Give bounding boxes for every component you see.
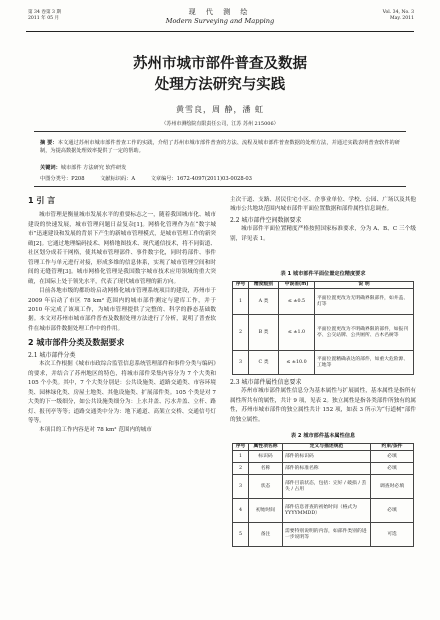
abstract-label: 摘 要：	[40, 140, 58, 146]
section-1-paragraph-2: 目前各地市级的都纷纷启动网格化城市管理系统项目的建设，苏州市于 2009 年启动了市区 78 km² 范围内的城市部件测定与建库工作，并于 2010 年完成了该项工作，为城市管理提供了完整的、科学的静态基础数据。本文对苏州市城市部件普查及数据处理方法进行了分析，说明了普查软件在城市部件数据处理工作中的作用。	[28, 288, 216, 332]
document-code: 文献标识码：A	[100, 176, 136, 182]
table-cell: 部件的标识码	[283, 451, 371, 463]
table-cell: 4	[233, 499, 249, 523]
header-vol-en: Vol. 34, No. 3	[382, 10, 414, 15]
header-rule	[26, 31, 414, 32]
section-2-1-heading: 2.1 城市部件分类	[28, 351, 76, 359]
right-column-top	[230, 196, 416, 244]
abstract-top-rule	[34, 131, 406, 132]
table-cell: ≤ ±1.0	[279, 315, 315, 351]
table-1	[232, 281, 414, 375]
table-cell: 5	[233, 523, 249, 547]
table-1-header-row	[233, 282, 414, 289]
table-1-caption: 表 1 城市部件平面位置定位精度要求	[280, 271, 366, 277]
keywords-text: 城市部件 方法研究 软件研发	[60, 165, 127, 171]
table-1-header: 说 明	[315, 282, 414, 289]
section-2-1-paragraph-2: 本项目的工作内容是对 78 km² 范围内的城市	[39, 427, 152, 434]
table-cell: A 类	[249, 289, 279, 315]
table-cell: 1	[233, 289, 249, 315]
journal-name-en: Modern Surveying and Mapping	[165, 17, 275, 25]
table-cell: 必填	[371, 499, 414, 523]
keywords-label: 关键词：	[40, 165, 61, 171]
table-row	[233, 475, 414, 499]
table-cell: 需要特别说明的内容，如部件类别的进一步说明等	[283, 523, 371, 547]
table-row	[233, 289, 414, 315]
table-cell: B 类	[249, 315, 279, 351]
section-2-3-paragraph: 苏州市城市部件属性信息分为基本属性与扩展属性，基本属性是指所有属性所共有的属性，共计 9 项，见表 2。独立属性是指各类部件所独有的属性，苏州市城市部件的独立属性共计 152 项，如表 3 所示为“行道树”部件的独立属性。	[230, 388, 416, 423]
table-2-header: 定义与描述规范	[283, 444, 371, 451]
table-cell: 名称	[249, 463, 283, 475]
table-cell: 平面位置精确表达的部件，如重大危险源、工地等	[315, 351, 414, 375]
clc-number: 中图分类号：P208	[40, 176, 85, 182]
table-cell: 部件信息普查的初始时间（格式为 YYYYMMDD）	[283, 499, 371, 523]
classification	[40, 175, 400, 183]
table-2-header: 属性项名称	[249, 444, 283, 451]
title-line-1: 苏州市城市部件普查及数据	[133, 56, 307, 72]
table-cell: 2	[233, 463, 249, 475]
table-2-header: 序号	[233, 444, 249, 451]
table-cell: 备注	[249, 523, 283, 547]
table-cell: ≤ ±10.0	[279, 351, 315, 375]
table-2-caption: 表 2 城市部件基本属性信息	[290, 433, 356, 439]
table-cell: 平面位置更改为不明确界限的部件，如报刊亭、公交站牌、公共厕所、古木名树等	[315, 315, 414, 351]
section-1-heading: 1 引 言	[28, 196, 56, 205]
section-2-2-heading: 2.2 城市部件空间数据要求	[230, 216, 302, 224]
table-row	[233, 451, 414, 463]
section-2-heading: 2 城市部件分类及数据要求	[28, 338, 125, 348]
article-number: 文章编号：1672-4097(2011)03-0028-03	[150, 176, 252, 182]
abstract-bottom-rule	[34, 186, 406, 187]
abstract-text: 本文通过苏州市城市部件普查工作的实践，介绍了苏州市城市部件普查的方法、流程及城市部件普查数据的处理方法，并通过实践表明普查软件的研制，为提高数据处理效率提供了一定的帮助。	[40, 140, 400, 155]
header-journal	[0, 8, 440, 25]
abstract	[40, 139, 400, 156]
table-1-header: 序号	[233, 282, 249, 289]
header-volume-en	[383, 10, 414, 23]
table-cell: 必填	[371, 451, 414, 463]
section-2-3-heading: 2.3 城市部件属性信息要求	[230, 379, 302, 386]
table-cell: ≤ ±0.5	[279, 289, 315, 315]
table-cell: 初始时间	[249, 499, 283, 523]
table-2-header: 约束/条件	[371, 444, 414, 451]
title-line-2: 处理方法研究与实践	[154, 77, 286, 93]
journal-name-cn: 现 代 测 绘	[188, 8, 252, 16]
keywords	[40, 164, 400, 172]
table-cell: 必填	[371, 463, 414, 475]
table-cell: 可选	[371, 523, 414, 547]
left-column	[28, 194, 216, 436]
section-2-2-paragraph: 城市部件平面位置精度严格按照国家标准要求，分为 A、B、C 三个级别，详见表 1。	[230, 226, 416, 242]
table-row	[233, 523, 414, 547]
header-volume-cn: 第 34 卷第 3 期	[28, 10, 61, 15]
table-cell: 2	[233, 315, 249, 351]
table-cell: 部件目前状态，包括：完好 / 破损 / 丢失 / 占用	[283, 475, 371, 499]
authors: 黄雪良，周 静，潘 虹	[175, 105, 265, 114]
header-date-cn: 2011 年 05 月	[28, 16, 60, 22]
table-row	[233, 315, 414, 351]
table-cell: 状态	[249, 475, 283, 499]
table-cell: C 类	[249, 351, 279, 375]
section-1-paragraph-1: 城市管理是衡量城市发展水平的重要标志之一，随着我国城市化、城市建设的快速发展，城市管理问题日益复杂[1]。网格化管理作为在“数字城市”迅速建设和发展的背景下产生的新城市管理模式，是城市管理工作的新突破[2]。它通过地理编码技术、网格地图技术、现代通信技术，将不同街道、社区划分成若干网格，使其城市管理部件、事件数字化，同时将部件、事件管理工作与单元进行对接，形成多维的信息体系，实现了城市管理空间和时间的无缝管理[3]。城市网格化管理是我国数字城市技术应用领域的重大突破，在国际上处于领先水平，代表了现代城市管理的新方向。	[28, 212, 216, 285]
table-1-header: 精度级别	[249, 282, 279, 289]
header-date-en: May. 2011	[389, 16, 414, 22]
table-cell: 3	[233, 475, 249, 499]
affiliation: （苏州市测绘院有限责任公司，江苏 苏州 215006）	[161, 121, 279, 127]
table-cell: 标识码	[249, 451, 283, 463]
table-2	[232, 443, 414, 547]
table-cell: 调查时必填	[371, 475, 414, 499]
table-row	[233, 463, 414, 475]
table-row	[233, 351, 414, 375]
table-cell: 平面位置更改为无明确界限部件，如井盖、灯等	[315, 289, 414, 315]
right-column-middle	[230, 378, 416, 425]
section-2-1-paragraph-1: 本次工作根据《城市市政综合监管信息系统管理部件和事件分类与编码》的要求，并结合了苏州地区的特色，将城市部件采集内容分为 7 个大类和 105 个小类。其中，7 个大类分别是：公共设施类、道路交通类、市容环境类、园林绿化类、房屋土地类、其他设施类、扩展部件类。105 个类是对 7 大类的下一级细分，如公共设施类细分为：上水井盖、污水井盖、立杆、路灯、报刊亭等等；道路交通类中分为：地下通道、高架立交桥、交通信号灯等等。	[28, 361, 216, 424]
continued-paragraph: 主次干道、支路、居民住宅小区、企事业单位、学校、公园、广场以及其他城市公共地块范围内城市部件平面位置数据和部件属性信息调查。	[230, 197, 416, 213]
table-row	[233, 499, 414, 523]
table-cell: 部件的标准名称	[283, 463, 371, 475]
table-cell: 1	[233, 451, 249, 463]
table-cell: 3	[233, 351, 249, 375]
table-1-header: 中误差(m)	[279, 282, 315, 289]
table-2-header-row	[233, 444, 414, 451]
